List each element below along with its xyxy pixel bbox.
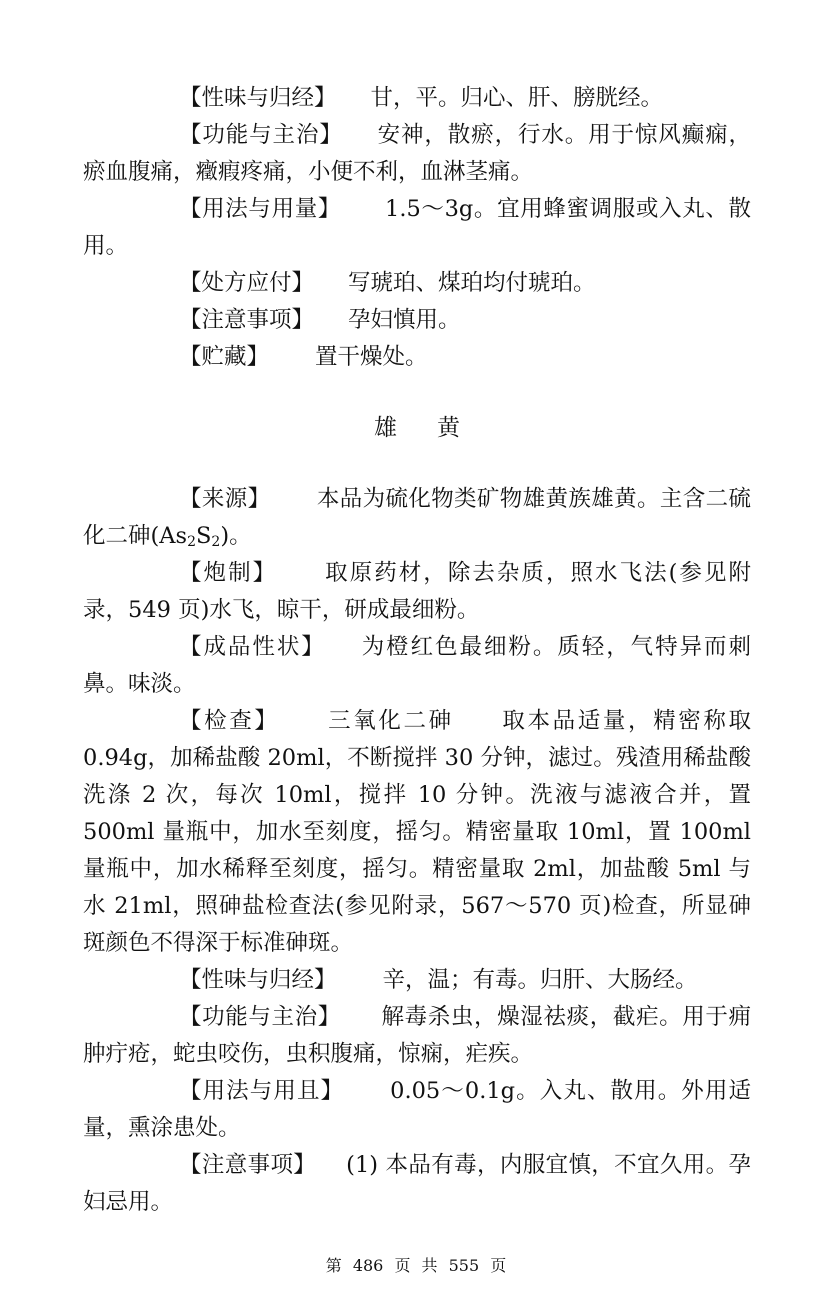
processing-paragraph xyxy=(83,555,751,629)
inspection-subject: 三氧化二砷 xyxy=(325,708,454,734)
source-label: 【来源】 xyxy=(179,486,271,512)
nature-meridian-text-2: 辛，温；有毒。归肝、大肠经。 xyxy=(382,967,698,993)
prescription-label: 【处方应付】 xyxy=(179,270,315,296)
source-paragraph xyxy=(83,481,751,555)
caution-text: 孕妇慎用。 xyxy=(348,307,461,333)
inspection-paragraph xyxy=(83,703,751,962)
nature-meridian-text: 甘，平。归心、肝、膀胱经。 xyxy=(370,85,664,111)
source-text-b: S xyxy=(196,523,212,549)
nature-meridian-label-2: 【性味与归经】 xyxy=(179,967,337,993)
function-indication-label: 【功能与主治】 xyxy=(179,122,343,148)
storage-label: 【贮藏】 xyxy=(179,344,270,370)
function-indication-text: 安神，散瘀，行水。用于惊风癫痫，瘀血腹痛，癥瘕疼痛，小便不利，血淋茎痛。 xyxy=(83,122,751,185)
processing-label: 【炮制】 xyxy=(179,560,278,586)
storage-text: 置干燥处。 xyxy=(315,344,428,370)
page-content xyxy=(83,80,751,1221)
page-footer: 第 486 页 共 555 页 xyxy=(325,1256,507,1275)
function-indication-label-2: 【功能与主治】 xyxy=(179,1004,341,1030)
caution-text-2: (1) 本品有毒，内服宜慎，不宜久用。孕妇忌用。 xyxy=(83,1152,751,1215)
product-label: 【成品性状】 xyxy=(179,634,326,660)
prescription-paragraph xyxy=(83,265,751,302)
usage-dosage-text-2: 0.05～0.1g。入丸、散用。外用适量，熏涂患处。 xyxy=(83,1078,751,1141)
processing-text: 取原药材，除去杂质，照水飞法(参见附录，549 页)水飞，晾干，研成最细粉。 xyxy=(83,560,751,623)
caution-paragraph-2 xyxy=(83,1147,751,1221)
source-text-c: )。 xyxy=(220,523,252,549)
function-indication-paragraph-2 xyxy=(83,999,751,1073)
source-text-a: 本品为硫化物类矿物雄黄族雄黄。主含二硫化二砷(As xyxy=(83,486,751,549)
product-text: 为橙红色最细粉。质轻，气特异而刺鼻。味淡。 xyxy=(83,634,751,697)
section-title: 雄黄 xyxy=(374,415,500,441)
caution-label: 【注意事项】 xyxy=(179,307,315,333)
prescription-text: 写琥珀、煤珀均付琥珀。 xyxy=(348,270,596,296)
nature-meridian-paragraph-2 xyxy=(83,962,751,999)
usage-dosage-paragraph xyxy=(83,191,751,265)
inspection-text: 取本品适量，精密称取 0.94g，加稀盐酸 20ml，不断搅拌 30 分钟，滤过。残渣用稀盐酸洗涤 2 次，每次 10ml，搅拌 10 分钟。洗液与滤液合并，置 500ml 量瓶中，加水至刻度，摇匀。精密量取 10ml，置 100ml 量瓶中，加水稀释至刻度，摇匀。精密量取 2ml，加盐酸 5ml 与水 21ml，照砷盐检查法(参见附录，567～570 页)检查，所显砷斑颜色不得深于标准砷斑。 xyxy=(83,708,751,956)
inspection-label: 【检查】 xyxy=(179,708,280,734)
product-paragraph xyxy=(83,629,751,703)
nature-meridian-label: 【性味与归经】 xyxy=(179,85,337,111)
function-indication-paragraph xyxy=(83,117,751,191)
source-subscript-1: 2 xyxy=(187,534,196,550)
usage-dosage-label-2: 【用法与用且】 xyxy=(179,1078,345,1104)
caution-label-2: 【注意事项】 xyxy=(179,1152,317,1178)
nature-meridian-paragraph xyxy=(83,80,751,117)
usage-dosage-paragraph-2 xyxy=(83,1073,751,1147)
usage-dosage-label: 【用法与用量】 xyxy=(179,196,341,222)
usage-dosage-text: 1.5～3g。宜用蜂蜜调服或入丸、散用。 xyxy=(83,196,751,259)
source-subscript-2: 2 xyxy=(211,534,221,550)
function-indication-text-2: 解毒杀虫，燥湿祛痰，截疟。用于痈肿疔疮，蛇虫咬伤，虫积腹痛，惊痫，疟疾。 xyxy=(83,1004,751,1067)
storage-paragraph xyxy=(83,339,751,376)
caution-paragraph xyxy=(83,302,751,339)
